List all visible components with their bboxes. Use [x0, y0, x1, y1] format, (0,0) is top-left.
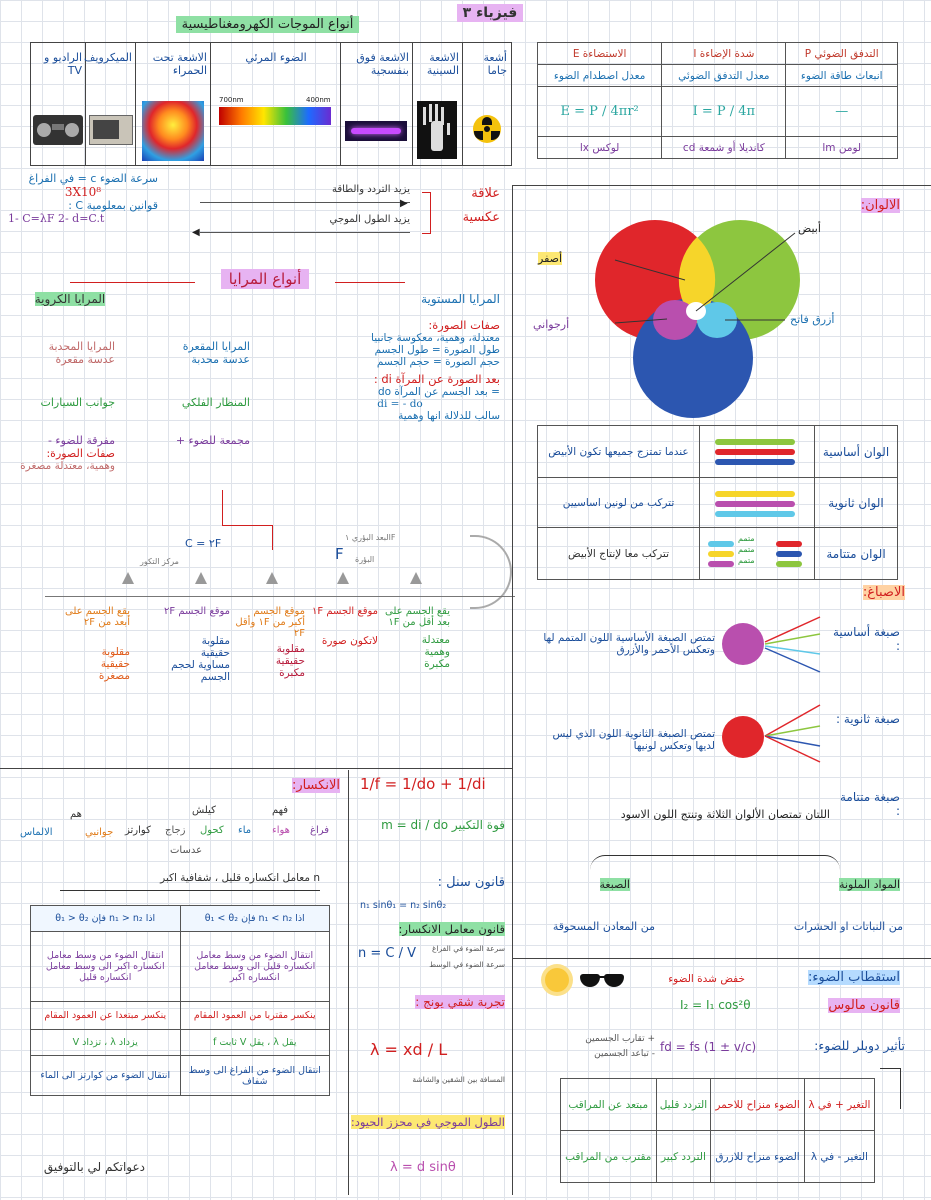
speed-of-light-block [8, 172, 158, 225]
wave-xray [412, 43, 463, 165]
speed-line2: قوانين بمعلومية C : [68, 199, 158, 212]
material-water: ماء [238, 825, 252, 836]
concave-connector-h [222, 525, 272, 526]
relation-label1: علاقة [471, 186, 500, 201]
axis-arrow-3 [266, 572, 278, 584]
polarization-title-text: استقطاب الضوء: [807, 970, 900, 985]
complementary-bars [700, 528, 815, 580]
complement-pigment-label: صبغة متتامة : [839, 790, 900, 818]
sunglasses-icon [578, 972, 626, 988]
doppler-formula: fd = fs (1 ± v/c) [660, 1040, 757, 1054]
refraction-table [30, 905, 330, 1096]
material-vacuum: فراغ [310, 825, 330, 836]
doppler-shift-1: الضوء منزاح للاحمر [711, 1079, 804, 1131]
header-flux: التدفق الضوئي P [786, 43, 898, 65]
bar-cyan [715, 511, 795, 517]
material-extra-3: هم [70, 809, 82, 820]
dyes-source: من النباتات او الحشرات [793, 920, 903, 933]
magenta-label: أرجواني [533, 318, 570, 331]
refraction-left-2: ينكسر مقتربا من العمود المقام [180, 1002, 330, 1030]
refraction-head-left: اذا n₁ < n₂ فإن θ₁ < θ₂ [180, 906, 330, 932]
wave-visible [210, 43, 341, 165]
divider-right-mid [512, 958, 931, 959]
unit-flux: لومن lm [786, 137, 898, 159]
position-4-prop-3: مساوية لحجم الجسم [171, 659, 230, 683]
young-title-text: تجربة شقي يونج : [415, 995, 505, 1009]
bar-magenta [715, 501, 795, 507]
position-5-title: يقع الجسم على أبعد من ٢F [65, 606, 130, 628]
yellow-label-text: أصفر [538, 252, 563, 265]
concave-mirror-label: المرايا المقعرة [182, 340, 250, 353]
wave-xray-label: الاشعة السينية [426, 51, 459, 77]
page-title-text: فيزياء ٣ [457, 4, 524, 22]
index-law-eq: n = C / V [358, 946, 417, 961]
material-glass: زجاج [165, 825, 186, 836]
arrow-right-icon: ▶ [400, 198, 408, 209]
position-col-3 [235, 606, 305, 679]
refraction-title-text: الانكسار: [291, 778, 340, 793]
index-law-title [355, 922, 505, 936]
light-table-formula-row [538, 87, 898, 137]
c-note: مركز التكور [140, 557, 179, 566]
refraction-table-head [31, 906, 330, 932]
doppler-motion-1: مبتعد عن المراقب [561, 1079, 657, 1131]
position-3-title: موقع الجسم أكبر من ١F وأقل ٢F [235, 606, 305, 639]
secondary-colors-label: الوان ثانوية [815, 478, 898, 528]
f-dist: البعد البؤري ١F [345, 533, 396, 542]
color-types-table [537, 425, 898, 580]
wave-gamma [462, 43, 511, 165]
doppler-motion-2: مقترب من المراقب [561, 1131, 657, 1183]
white-label: أبيض [798, 222, 821, 235]
flat-dist-title: بعد الصورة عن المرآة di : [373, 372, 500, 386]
refraction-right-4: انتقال الضوء من كوارتز الى الماء [31, 1056, 181, 1096]
uv-light-icon [345, 121, 407, 141]
flat-props-2: طول الصورة = طول الجسم [374, 344, 500, 356]
polarization-title [745, 970, 900, 985]
refraction-right-3: يزداد λ ، تزداد V [31, 1030, 181, 1056]
flat-mirror-column [300, 318, 500, 422]
position-1-prop-1: معتدلة [421, 634, 450, 646]
secondary-bars [700, 478, 815, 528]
wave-radio [31, 43, 86, 165]
material-alcohol: كحول [200, 825, 224, 836]
primary-pigment-label: صبغة أساسية : [832, 625, 900, 653]
material-quartz: كوارتز [125, 825, 151, 836]
footer-note: دعواتكم لي بالتوفيق [43, 1160, 145, 1174]
divider-vertical [512, 185, 513, 1195]
refraction-materials [10, 805, 345, 865]
relation-label2: عكسية [462, 210, 500, 225]
position-1-prop-3: مكبرة [424, 658, 450, 670]
position-5-prop-2: حقيقية [100, 658, 130, 670]
primary-pigment-arrows [760, 612, 830, 682]
malus-title [790, 998, 900, 1013]
wave-microwave-label: الميكرويف [84, 51, 132, 64]
red-pigment-circle [722, 716, 764, 758]
radiation-icon [473, 115, 501, 143]
speed-laws: 1- C=λF 2- d=C.t [8, 212, 105, 225]
wave-radio-label: الراديو و TV [44, 51, 82, 77]
doppler-change-1: التغير + في λ [804, 1079, 874, 1131]
bar-blue [715, 459, 795, 465]
refraction-row-1 [31, 932, 330, 1002]
position-col-2 [308, 606, 378, 647]
relation-bottom-arrow [200, 232, 410, 233]
flat-props-title: صفات الصورة: [428, 318, 500, 332]
doppler-plus: + تقارب الجسمين [585, 1034, 655, 1044]
complement-pigment-desc: اللتان تمتصان الألوان الثلاثة وتنتج اللون الاسود [620, 808, 830, 821]
def-intensity: معدل التدفق الضوئي [662, 65, 786, 87]
concave-use-label: المنظار الفلكي [181, 396, 250, 409]
magnification: قوة التكبير m = di / do [381, 818, 505, 832]
color-row-complementary [538, 528, 898, 580]
bar-comp-magenta [708, 561, 734, 567]
magenta-pigment-circle [722, 623, 764, 665]
material-air: هواء [272, 825, 290, 836]
flat-props-3: حجم الصورة = حجم الجسم [376, 356, 500, 368]
def-illuminance: معدل اصطدام الضوء [538, 65, 662, 87]
position-2-prop-1: لاتكون صورة [321, 635, 378, 647]
axis-arrow-4 [337, 572, 349, 584]
waves-title-text: أنواع الموجات الكهرومغناطيسية [176, 16, 360, 33]
bar-comp-blue [776, 551, 802, 557]
doppler-minus: - تباعد الجسمين [594, 1049, 655, 1059]
xray-hand-icon [417, 101, 457, 159]
position-5-prop-3: مصغرة [98, 670, 130, 682]
position-col-5 [50, 606, 130, 682]
material-diamond: الالماس [20, 827, 53, 838]
wave-infrared [135, 43, 211, 165]
microwave-icon [89, 115, 133, 145]
doppler-freq-2: التردد كبير [656, 1131, 711, 1183]
header-intensity: شدة الإضاءة I [662, 43, 786, 65]
divider-left [0, 768, 512, 769]
refraction-right-2: ينكسر مبتعدا عن العمود المقام [31, 1002, 181, 1030]
thermal-image-icon [142, 101, 204, 161]
index-arrow [60, 890, 320, 891]
lens-equation: 1/f = 1/do + 1/di [360, 775, 486, 793]
primary-bars [700, 426, 815, 478]
position-3-prop-3: مكبرة [279, 667, 305, 679]
material-extra-2: كيلش [192, 805, 216, 816]
grating-title [330, 1115, 505, 1129]
secondary-pigment-label: صبغة ثانوية : [835, 712, 900, 726]
dyes-label [790, 878, 900, 891]
refraction-right-1: انتقال الضوء من وسط معامل انكساره اكبر الى وسط معامل انكساره قليل [31, 932, 181, 1002]
pigments-title-text: الاصباغ: [862, 585, 905, 600]
position-1-title: يقع الجسم على بعد أقل من ١F [385, 606, 450, 628]
page-title [440, 5, 540, 21]
position-3-prop-2: حقيقية [275, 655, 305, 667]
object-positions [40, 606, 450, 756]
young-note: المسافة بين الشقين والشاشة [412, 1075, 505, 1084]
bar-red [715, 449, 795, 455]
spherical-mirrors [15, 292, 125, 306]
mirror-curve-icon [470, 535, 512, 609]
position-4-title: موقع الجسم ٢F [164, 606, 230, 617]
doppler-freq-1: التردد قليل [656, 1079, 711, 1131]
grating-title-text: الطول الموجي في محزز الحيود: [350, 1115, 505, 1129]
doppler-title: تأثير دوبلر للضوء: [814, 1038, 905, 1053]
complement-tag-2: متمم [738, 545, 755, 554]
flat-mirrors-label: المرايا المستوية [421, 292, 500, 306]
refraction-row-2 [31, 1002, 330, 1030]
young-title [370, 995, 505, 1009]
position-4-prop-1: مقلوبة [201, 635, 230, 647]
convex-mirror-label: المرايا المحدبة [48, 340, 115, 353]
index-note: n معامل انكساره قليل ، شفافية اكبر [160, 872, 320, 884]
refraction-row-4 [31, 1056, 330, 1096]
formula-flux: — [786, 87, 898, 137]
convex-props: وهمية، معتدلة مصغرة [20, 460, 115, 472]
wave-visible-label: الضوء المرئي [245, 51, 307, 64]
color-row-secondary [538, 478, 898, 528]
flat-dist-2: di = - do [377, 398, 423, 410]
brace-icon [590, 855, 840, 870]
light-table-header-row [538, 43, 898, 65]
wave-uv-label: الاشعة فوق بنفسجية [356, 51, 409, 77]
refraction-row-3 [31, 1030, 330, 1056]
malus-title-text: قانون مالوس [828, 998, 900, 1013]
refraction-left-3: يقل λ ، يقل V ثابت f [180, 1030, 330, 1056]
f-note: البؤرة [355, 555, 375, 564]
complement-tag-1: متمم [738, 534, 755, 543]
spectrum-scale-left: 700nm [219, 96, 244, 104]
colors-title-text: الالوان: [860, 198, 900, 213]
doppler-row-red [561, 1079, 875, 1131]
refraction-title [230, 778, 340, 793]
waves-title [145, 17, 390, 32]
bar-comp-yellow [708, 551, 734, 557]
concave-type-label: مجمعة للضوء + [175, 434, 250, 447]
position-3-prop-1: مقلوبة [276, 643, 305, 655]
refraction-left-1: انتقال الضوء من وسط معامل انكساره قليل الى وسط معامل انكساره اكبر [180, 932, 330, 1002]
primary-colors-desc: عندما تمتزج جميعها تكون الأبيض [538, 426, 700, 478]
pigments-title [840, 585, 905, 600]
concave-lens-label: عدسة محدبة [191, 353, 250, 366]
position-1-prop-2: وهمية [424, 646, 450, 658]
axis-arrow-5 [410, 572, 422, 584]
formula-illuminance: E = P / 4πr² [538, 87, 662, 137]
pigment-label [560, 878, 630, 891]
visible-spectrum-bar [219, 107, 331, 125]
doppler-table [560, 1078, 875, 1183]
snell-title: قانون سنل : [437, 875, 505, 890]
position-4-prop-2: حقيقية [200, 647, 230, 659]
mirrors-branch-left [70, 282, 195, 283]
wave-gamma-label: أشعة جاما [483, 51, 507, 77]
complement-tag-3: متمم [738, 556, 755, 565]
secondary-pigment-arrows [760, 700, 830, 770]
light-table-def-row [538, 65, 898, 87]
speed-line1: سرعة الضوء c = في الفراغ [28, 172, 158, 185]
venn-diagram [575, 215, 815, 425]
sun-icon [540, 965, 574, 995]
spectrum-scale-right: 400nm [306, 96, 331, 104]
material-extra-4: عدسات [170, 845, 203, 856]
relation-top-text: يزيد التردد والطاقة [331, 184, 410, 195]
color-row-primary [538, 426, 898, 478]
bar-comp-cyan [708, 541, 734, 547]
material-gem: جوانبي [85, 827, 114, 838]
optics-axis [0, 535, 510, 605]
primary-pigment-desc: تمتص الصبغة الأساسية اللون المتمم لها وتعكس الأحمر والأزرق [543, 632, 715, 656]
complementary-colors-label: الوان متتامة [815, 528, 898, 580]
relation-bracket [422, 192, 431, 234]
relation-bottom-text: يزيد الطول الموجي [329, 214, 410, 225]
axis-arrow-2 [195, 572, 207, 584]
waves-table [30, 42, 512, 166]
divider-right-top [512, 185, 931, 186]
position-col-4 [160, 606, 230, 683]
principal-axis-line [45, 596, 515, 597]
pigment-label-text: الصبغة [599, 878, 630, 891]
bar-green [715, 439, 795, 445]
bar-comp-green [776, 561, 802, 567]
convex-props-title: صفات الصورة: [46, 447, 115, 460]
light-quantities-table [537, 42, 898, 159]
concave-mirror-column [140, 340, 250, 447]
convex-lens-label: عدسة مقعرة [55, 353, 115, 366]
flat-dist-1: = بعد الجسم عن المرآة do [378, 386, 500, 398]
position-5-prop-1: مقلوبة [101, 646, 130, 658]
malus-formula: I₂ = I₁ cos²θ [680, 998, 751, 1012]
spherical-mirrors-label: المرايا الكروية [34, 292, 106, 306]
position-col-1 [380, 606, 450, 670]
relation-block [190, 180, 500, 250]
bar-comp-red [776, 541, 802, 547]
wave-infrared-label: الاشعة تحت الحمراء [152, 51, 207, 77]
colors-title [840, 198, 900, 213]
secondary-pigment-desc: تمتص الصبغة الثانوية اللون الذي ليس لديها وتعكس لونيها [552, 728, 715, 752]
snell-law: n₁ sinθ₁ = n₂ sinθ₂ [360, 900, 447, 911]
index-law-c: سرعة الضوء في الفراغ [431, 944, 505, 953]
dyes-label-text: المواد الملونة [839, 878, 900, 891]
doppler-shift-2: الضوء منزاح للازرق [711, 1131, 804, 1183]
relation-top-arrow [200, 202, 410, 203]
young-eq: λ = xd / L [370, 1040, 448, 1059]
convex-use-label: جوانب السيارات [40, 396, 115, 409]
flat-dist-3: سالب للدلالة انها وهمية [398, 410, 500, 422]
unit-intensity: كانديلا أو شمعة cd [662, 137, 786, 159]
polarization-note: خفض شدة الضوء [668, 973, 745, 985]
mirrors-branch-right [335, 282, 405, 283]
formula-intensity: I = P / 4π [662, 87, 786, 137]
doppler-change-2: التغير - في λ [804, 1131, 874, 1183]
wave-microwave [85, 43, 136, 165]
doppler-bracket [880, 1068, 901, 1109]
cyan-label: أزرق فاتح [790, 313, 835, 326]
radio-icon [33, 115, 83, 145]
complementary-colors-desc: تتركب معا لإنتاج الأبيض [538, 528, 700, 580]
flat-props-1: معتدلة، وهمية، معكوسة جانبيا [371, 332, 500, 344]
bar-yellow [715, 491, 795, 497]
refraction-head-right: اذا n₁ > n₂ فإن θ₁ > θ₂ [31, 906, 181, 932]
doppler-row-blue [561, 1131, 875, 1183]
divider-refraction [348, 770, 349, 1195]
mirrors-title [195, 270, 335, 288]
axis-arrow-1 [122, 572, 134, 584]
grating-eq: λ = d sinθ [390, 1160, 456, 1175]
index-law-v: سرعة الضوء في الوسط [429, 960, 505, 969]
index-law-title-text: قانون معامل الانكسار: [398, 922, 505, 936]
primary-colors-label: الوان أساسية [815, 426, 898, 478]
concave-connector-v [222, 490, 223, 525]
light-table-unit-row [538, 137, 898, 159]
wave-uv [340, 43, 413, 165]
header-illuminance: الاستضاءة E [538, 43, 662, 65]
def-flux: انبعاث طاقة الضوء [786, 65, 898, 87]
secondary-colors-desc: تتركب من لونين اساسيين [538, 478, 700, 528]
pigment-source: من المعادن المسحوقة [552, 920, 655, 933]
unit-illuminance: لوكس lx [538, 137, 662, 159]
mirrors-title-text: أنواع المرايا [221, 269, 310, 289]
f-label: F [335, 545, 344, 563]
speed-value: 3X10⁸ [64, 185, 102, 199]
arrow-left-icon: ◀ [192, 227, 200, 238]
c-label: C = ٢F [185, 537, 222, 550]
convex-type-label: مفرقة للضوء - [47, 434, 115, 447]
material-extra-1: فهم [272, 805, 289, 816]
convex-mirror-column [5, 340, 115, 472]
refraction-left-4: انتقال الضوء من الفراغ الى وسط شفاف [180, 1056, 330, 1096]
yellow-label [538, 252, 562, 265]
position-2-title: موقع الجسم ١F [312, 606, 378, 617]
